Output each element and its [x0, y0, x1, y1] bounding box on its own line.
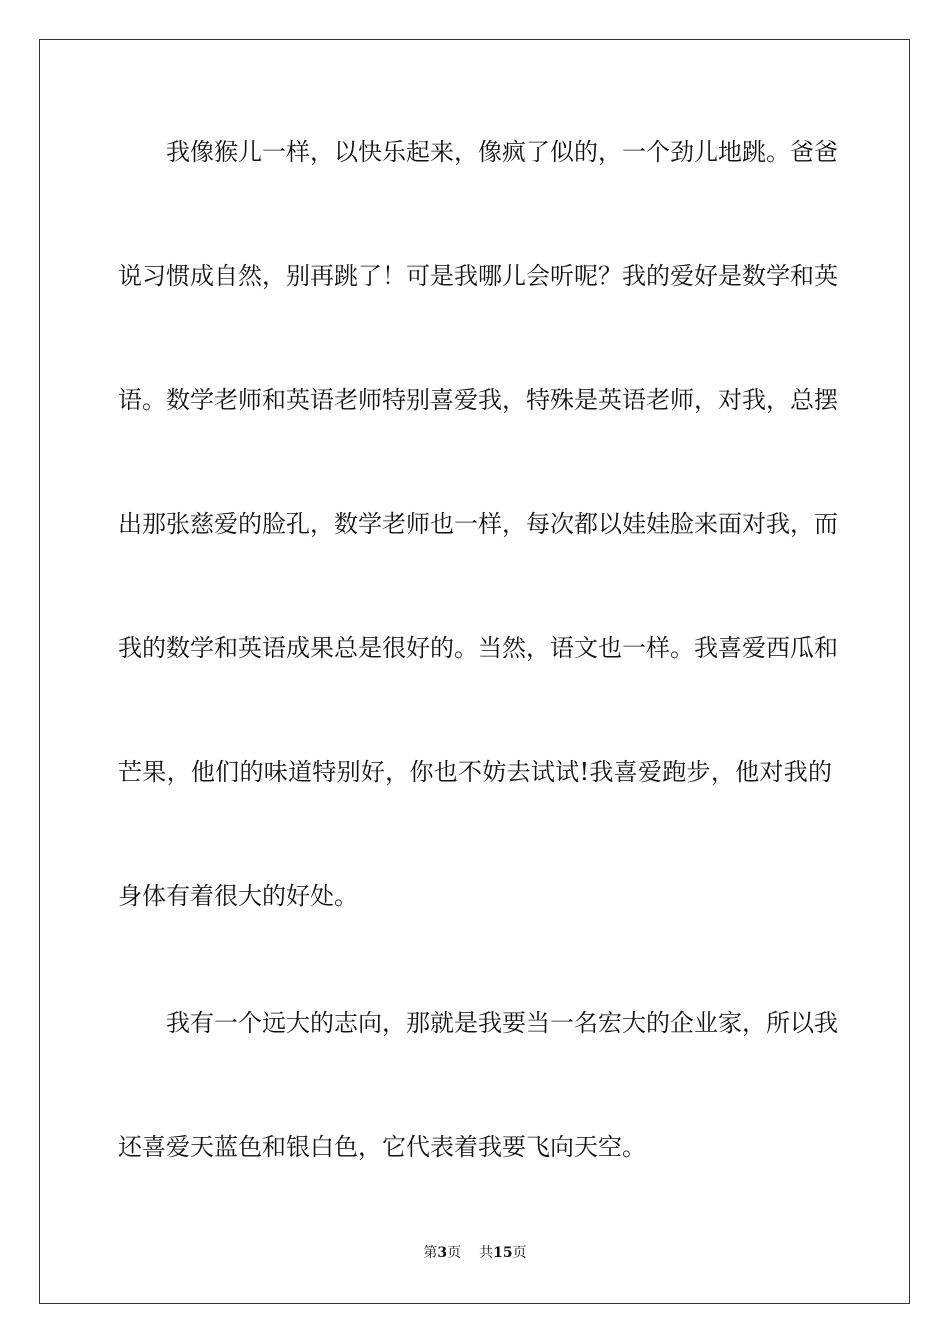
paragraph-1-line-3: 语。数学老师和英语老师特别喜爱我，特殊是英语老师，对我，总摆 — [118, 386, 838, 414]
paragraph-1-line-4: 出那张慈爱的脸孔，数学老师也一样，每次都以娃娃脸来面对我，而 — [118, 510, 838, 538]
page-suffix: 页 — [447, 1245, 462, 1261]
paragraph-1-line-2: 说习惯成自然，别再跳了！可是我哪儿会听呢？我的爱好是数学和英 — [118, 262, 838, 290]
paragraph-1-line-7: 身体有着很大的好处。 — [118, 882, 358, 910]
page-prefix: 第 — [423, 1245, 438, 1261]
paragraph-1-line-1: 我像猴儿一样，以快乐起来，像疯了似的，一个劲儿地跳。爸爸 — [166, 138, 838, 166]
page-frame — [39, 39, 910, 1304]
total-suffix: 页 — [512, 1245, 527, 1261]
paragraph-2-line-1: 我有一个远大的志向，那就是我要当一名宏大的企业家，所以我 — [166, 1009, 838, 1037]
paragraph-1-line-6: 芒果，他们的味道特别好，你也不妨去试试!我喜爱跑步，他对我的 — [118, 758, 832, 786]
paragraph-1-line-5: 我的数学和英语成果总是很好的。当然，语文也一样。我喜爱西瓜和 — [118, 634, 838, 662]
total-prefix: 共 — [479, 1245, 494, 1261]
total-pages: 15 — [493, 1245, 513, 1261]
page-number: 3 — [437, 1245, 448, 1261]
page-footer — [0, 1243, 950, 1263]
paragraph-2-line-2: 还喜爱天蓝色和银白色，它代表着我要飞向天空。 — [118, 1133, 646, 1161]
